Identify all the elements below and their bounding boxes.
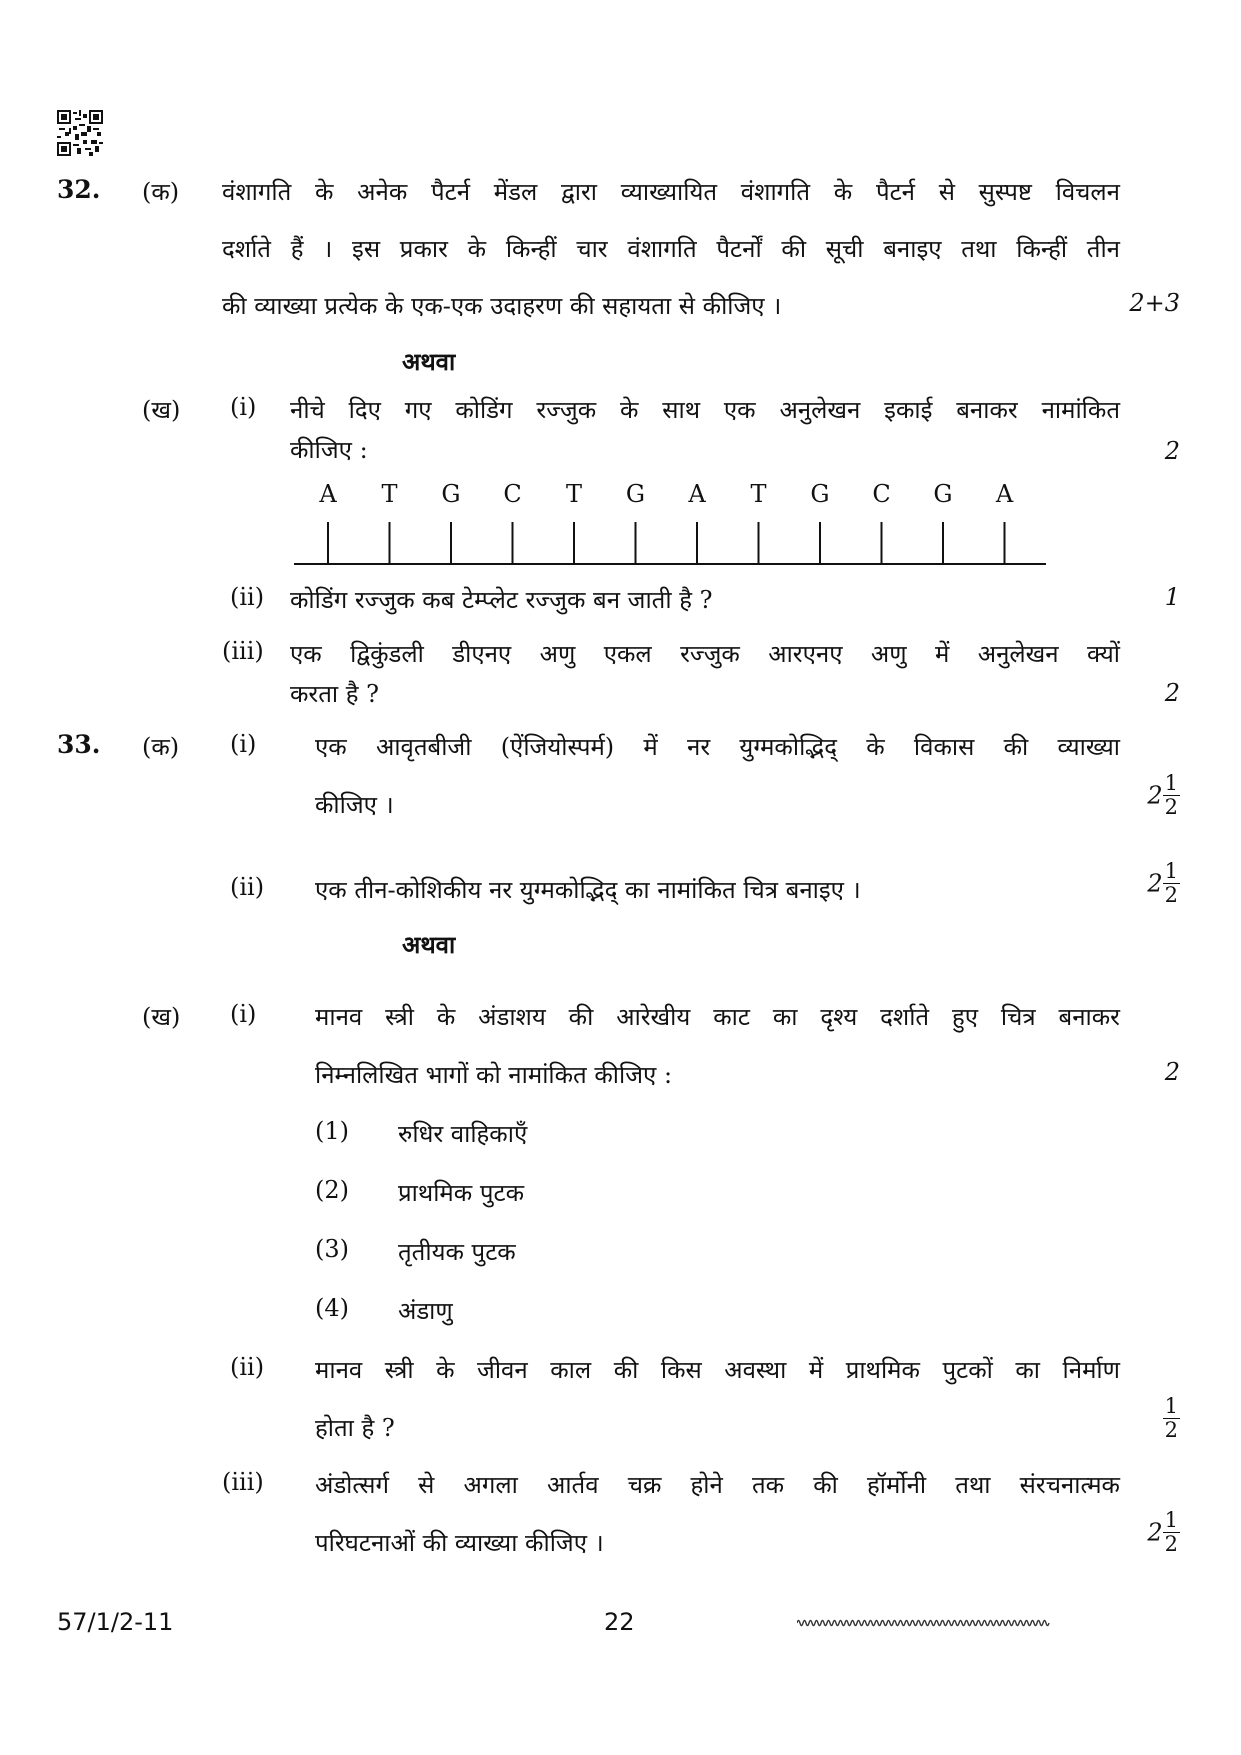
marks: 1 <box>1164 583 1180 611</box>
marks: 2 <box>1164 679 1180 707</box>
strand-base-A: A <box>995 480 1014 508</box>
text-line: करता है ? <box>290 680 380 708</box>
text-line: एक आवृतबीजी (ऐंजियोस्पर्म) में नर युग्मकोद्भिद् के विकास की व्याख्या <box>315 733 1120 761</box>
qr-code-icon <box>57 110 103 156</box>
marks: 2 <box>1164 437 1180 465</box>
page-number: 22 <box>604 1608 635 1636</box>
strand-base-T: T <box>750 480 767 508</box>
part-text: तृतीयक पुटक <box>398 1238 516 1266</box>
or-separator: अथवा <box>402 930 456 959</box>
strand-base-C: C <box>503 480 522 508</box>
coding-strand-diagram <box>290 480 1050 570</box>
fraction-denominator: 2 <box>1164 795 1178 819</box>
part-label: (क) <box>142 733 180 761</box>
question-text: कोडिंग रज्जुक कब टेम्प्लेट रज्जुक बन जाती है ? <box>290 586 713 614</box>
text-line: एक द्विकुंडली डीएनए अणु एकल रज्जुक आरएनए अणु में अनुलेखन क्यों <box>290 640 1120 668</box>
strand-base-A: A <box>319 480 337 508</box>
marks <box>1120 1395 1180 1442</box>
question-number: 33. <box>57 730 101 759</box>
or-separator: अथवा <box>402 347 456 376</box>
marks <box>1120 860 1180 907</box>
marks-fraction <box>1163 772 1180 819</box>
text-line: मानव स्त्री के अंडाशय की आरेखीय काट का दृश्य दर्शाते हुए चित्र बनाकर <box>315 1003 1120 1031</box>
part-label: (ख) <box>142 396 181 424</box>
paper-code: 57/1/2-11 <box>57 1608 174 1636</box>
strand-base-G: G <box>933 480 953 508</box>
marks-whole: 2 <box>1147 869 1163 898</box>
part-number: (1) <box>315 1117 349 1145</box>
text-line: निम्नलिखित भागों को नामांकित कीजिए : <box>315 1061 673 1089</box>
part-label: (ख) <box>142 1003 181 1031</box>
fraction-denominator: 2 <box>1164 1418 1178 1442</box>
part-text: प्राथमिक पुटक <box>398 1179 524 1207</box>
marks-whole: 2 <box>1147 781 1163 810</box>
fraction-denominator: 2 <box>1164 883 1178 907</box>
part-label: (क) <box>142 178 180 206</box>
question-text <box>315 1000 1120 1091</box>
strand-base-T: T <box>565 480 582 508</box>
text-line: नीचे दिए गए कोडिंग रज्जुक के साथ एक अनुलेखन इकाई बनाकर नामांकित <box>290 396 1120 424</box>
subpart-label: (iii) <box>222 1468 264 1496</box>
part-text: अंडाणु <box>398 1297 453 1325</box>
part-number: (3) <box>315 1235 349 1263</box>
fraction-numerator: 1 <box>1164 1508 1178 1532</box>
text-line: मानव स्त्री के जीवन काल की किस अवस्था में प्राथमिक पुटकों का निर्माण <box>315 1356 1120 1384</box>
subpart-label: (i) <box>230 393 257 421</box>
subpart-label: (ii) <box>230 1353 265 1381</box>
question-text <box>315 1468 1120 1559</box>
text-line: दर्शाते हैं । इस प्रकार के किन्हीं चार वंशागति पैटर्नों की सूची बनाइए तथा किन्हीं तीन <box>222 235 1120 263</box>
fraction-denominator: 2 <box>1164 1532 1178 1556</box>
part-number: (4) <box>315 1294 349 1322</box>
fraction-numerator: 1 <box>1164 1394 1178 1418</box>
text-line: कीजिए : <box>290 436 368 464</box>
part-text: रुधिर वाहिकाएँ <box>398 1120 528 1148</box>
fraction-numerator: 1 <box>1164 771 1178 795</box>
marks: 2+3 <box>1129 289 1180 317</box>
marks-fraction <box>1163 1509 1180 1556</box>
subpart-label: (ii) <box>230 583 265 611</box>
text-line: अंडोत्सर्ग से अगला आर्तव चक्र होने तक की हॉर्मोनी तथा संरचनात्मक <box>315 1471 1120 1499</box>
text-line: वंशागति के अनेक पैटर्न मेंडल द्वारा व्याख्यायित वंशागति के पैटर्न से सुस्पष्ट विचलन <box>222 178 1120 206</box>
marks <box>1120 1509 1180 1556</box>
strand-base-C: C <box>872 480 891 508</box>
strand-base-G: G <box>625 480 646 508</box>
subpart-label: (iii) <box>222 637 264 665</box>
text-line: होता है ? <box>315 1414 395 1442</box>
question-text <box>222 175 1120 322</box>
strand-base-A: A <box>688 480 706 508</box>
question-text <box>290 637 1120 710</box>
question-text: एक तीन-कोशिकीय नर युग्मकोद्भिद् का नामांकित चित्र बनाइए । <box>315 876 861 904</box>
marks-fraction <box>1163 1395 1180 1442</box>
strand-base-G: G <box>810 480 830 508</box>
marks <box>1120 772 1180 819</box>
part-number: (2) <box>315 1176 349 1204</box>
subpart-label: (ii) <box>230 873 265 901</box>
question-text <box>290 393 1120 466</box>
text-line: कीजिए । <box>315 791 394 819</box>
question-text <box>315 1353 1120 1444</box>
marks-whole: 2 <box>1147 1518 1163 1547</box>
text-line: परिघटनाओं की व्याख्या कीजिए । <box>315 1529 604 1557</box>
subpart-label: (i) <box>230 1000 257 1028</box>
fraction-numerator: 1 <box>1164 859 1178 883</box>
question-text <box>315 730 1120 821</box>
marks: 2 <box>1164 1058 1180 1086</box>
marks-fraction <box>1163 860 1180 907</box>
subpart-label: (i) <box>230 730 257 758</box>
question-number: 32. <box>57 175 101 204</box>
text-line: की व्याख्या प्रत्येक के एक-एक उदाहरण की सहायता से कीजिए । <box>222 292 782 320</box>
strand-base-T: T <box>381 480 398 508</box>
wavy-line-decoration <box>797 1617 1052 1629</box>
strand-base-G: G <box>441 480 461 508</box>
